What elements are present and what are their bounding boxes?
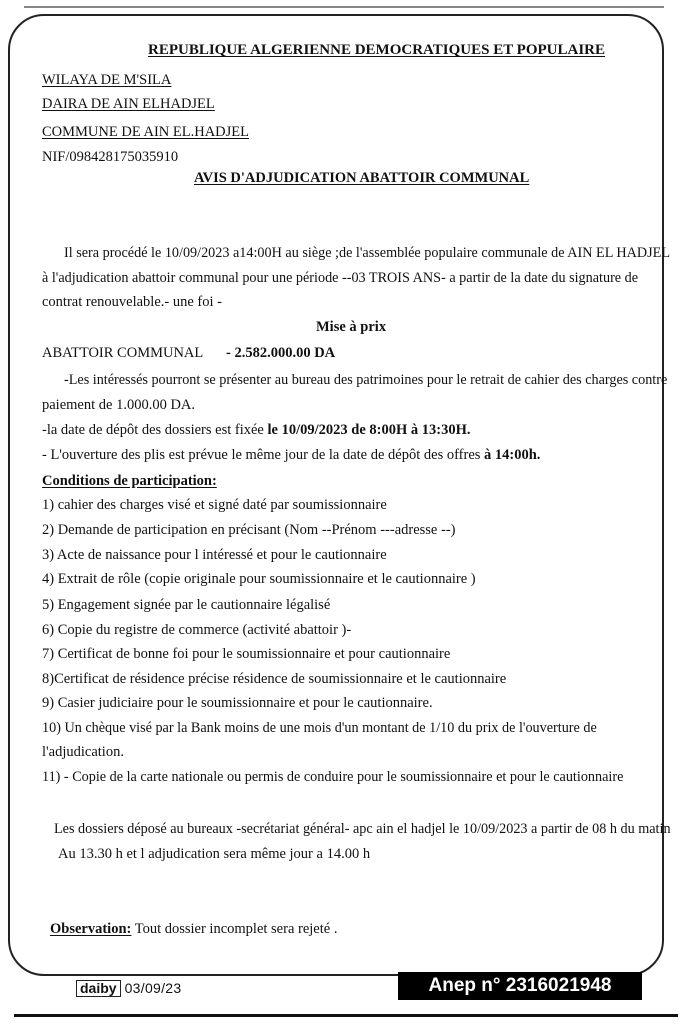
condition-item-10: 10) Un chèque visé par la Bank moins de une mois d'un montant de 1/10 du prix de l'ouverture de: [42, 720, 597, 736]
conditions-heading: Conditions de participation:: [42, 473, 217, 489]
document-title: AVIS D'ADJUDICATION ABATTOIR COMMUNAL: [194, 170, 530, 186]
condition-item-5: 5) Engagement signée par le cautionnaire légalisé: [42, 597, 331, 613]
ouverture-line: [42, 446, 540, 464]
depot-line: [42, 421, 470, 439]
observation-text: Tout dossier incomplet sera rejeté .: [131, 921, 338, 937]
condition-item-8: 8)Certificat de résidence précise résidence de soumissionnaire et le cautionnaire: [42, 671, 507, 687]
mise-a-prix-heading: Mise à prix: [316, 319, 387, 335]
interesses-line-2: paiement de 1.000.00 DA.: [42, 397, 196, 413]
depot-prefix: -la date de dépôt des dossiers est fixée: [42, 422, 268, 438]
daira-line: DAIRA DE AIN ELHADJEL: [42, 96, 215, 112]
condition-item-1: 1) cahier des charges visé et signé daté par soumissionnaire: [42, 497, 387, 513]
interesses-line-1: -Les intéressés pourront se présenter au bureau des patrimoines pour le retrait de cahier des charges contre: [64, 372, 668, 388]
commune-line: COMMUNE DE AIN EL.HADJEL: [42, 124, 250, 140]
observation-label: Observation:: [50, 921, 132, 937]
intro-line-3: contrat renouvelable.- une foi -: [42, 294, 222, 310]
mise-a-prix-label: ABATTOIR COMMUNAL: [42, 345, 204, 361]
condition-item-3: 3) Acte de naissance pour l intéressé et pour le cautionnaire: [42, 547, 387, 563]
bottom-rule: [14, 1014, 678, 1017]
nif-line: NIF/098428175035910: [42, 149, 179, 165]
condition-item-11: 11) - Copie de la carte nationale ou permis de conduire pour le soumissionnaire et pour le cautionnaire: [42, 769, 624, 785]
top-rule: [24, 6, 664, 8]
publication-date: 03/09/23: [124, 980, 182, 996]
condition-item-10-cont: l'adjudication.: [42, 744, 124, 760]
intro-line-2: à l'adjudication abattoir communal pour une période --03 TROIS ANS- a partir de la date du signature de: [42, 270, 639, 286]
republic-heading: REPUBLIQUE ALGERIENNE DEMOCRATIQUES ET POPULAIRE: [148, 42, 606, 58]
dossiers-line-1: Les dossiers déposé au bureaux -secrétariat général- apc ain el hadjel le 10/09/2023 a partir de 08 h du matin: [54, 821, 671, 837]
mise-a-prix-amount: - 2.582.000.00 DA: [226, 345, 336, 361]
anep-badge: Anep n° 2316021948: [398, 972, 642, 1000]
condition-item-9: 9) Casier judiciaire pour le soumissionnaire et pour le cautionnaire.: [42, 695, 433, 711]
depot-date: le 10/09/2023 de 8:00H à 13:30H.: [267, 422, 471, 438]
condition-item-6: 6) Copie du registre de commerce (activité abattoir )-: [42, 622, 352, 638]
ouverture-time: à 14:00h.: [484, 447, 541, 463]
intro-line-1: Il sera procédé le 10/09/2023 a14:00H au siège ;de l'assemblée populaire communale de AIN EL HADJEL: [64, 245, 670, 261]
condition-item-7: 7) Certificat de bonne foi pour le soumissionnaire et pour cautionnaire: [42, 646, 451, 662]
publication-stamp: [76, 980, 181, 1000]
condition-item-2: 2) Demande de participation en précisant (Nom --Prénom ---adresse --): [42, 522, 456, 538]
ouverture-prefix: - L'ouverture des plis est prévue le même jour de la date de dépôt des offres: [42, 447, 485, 463]
condition-item-4: 4) Extrait de rôle (copie originale pour soumissionnaire et le cautionnaire ): [42, 571, 476, 587]
dossiers-line-2: Au 13.30 h et l adjudication sera même jour a 14.00 h: [58, 846, 371, 862]
wilaya-line: WILAYA DE M'SILA: [42, 72, 172, 88]
observation-line: [50, 920, 337, 938]
newspaper-logo: daiby: [76, 980, 121, 997]
